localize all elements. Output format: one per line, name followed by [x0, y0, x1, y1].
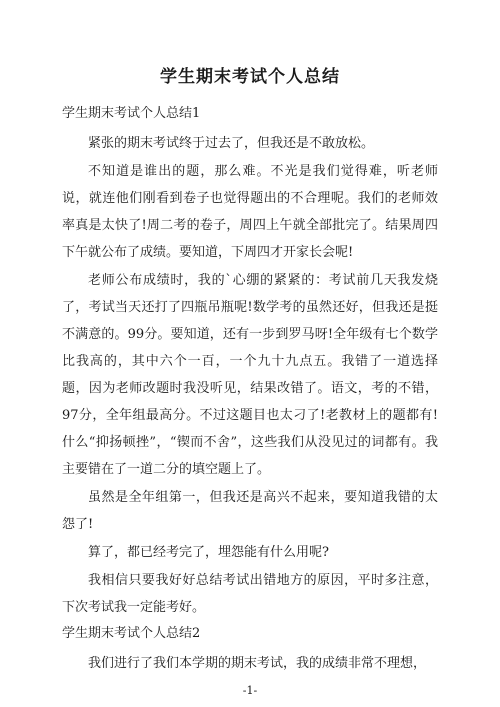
document-body [62, 102, 438, 678]
page-number: -1- [242, 684, 258, 697]
paragraph: 我们进行了我们本学期的期末考试，我的成绩非常不理想， [88, 656, 427, 671]
paragraph: 紧张的期末考试终于过去了，但我还是不敢放松。 [88, 136, 375, 151]
document-title: 学生期末考试个人总结 [160, 67, 340, 87]
paragraph: 老师公布成绩时，我的`心绷的紧紧的：考试前几天我发烧了，考试当天还打了四瓶吊瓶呢!数学考的虽然还好，但我还是挺不满意的。99分。要知道，还有一步到罗马呀!全年级有七个数学比我高的，其中六个一百，一个九十九点五。我错了一道选择题，因为老师改题时我没听见，结果改错了。语文，考的不错，97分，全年组最高分。不过这题目也太刁了!老教材上的题都有!什么“抑扬顿挫”，“锲而不舍”，这些我们从没见过的词都有。我主要错在了一道二分的填空题上了。 [62, 273, 438, 477]
section-heading-1: 学生期末考试个人总结1 [62, 106, 201, 121]
paragraph: 虽然是全年组第一，但我还是高兴不起来，要知道我错的太怨了! [62, 490, 438, 532]
paragraph: 算了，都已经考完了，埋怨能有什么用呢? [88, 545, 329, 560]
paragraph: 我相信只要我好好总结考试出错地方的原因，平时多注意，下次考试我一定能考好。 [62, 573, 438, 615]
paragraph: 不知道是谁出的题，那么难。不光是我们觉得难，听老师说，就连他们刚看到卷子也觉得题出的不合理呢。我们的老师效率真是太快了!周二考的卷子，周四上午就全部批完了。结果周四下午就公布了成绩。要知道，下周四才开家长会呢! [62, 164, 438, 260]
section-heading-2: 学生期末考试个人总结2 [62, 626, 201, 641]
